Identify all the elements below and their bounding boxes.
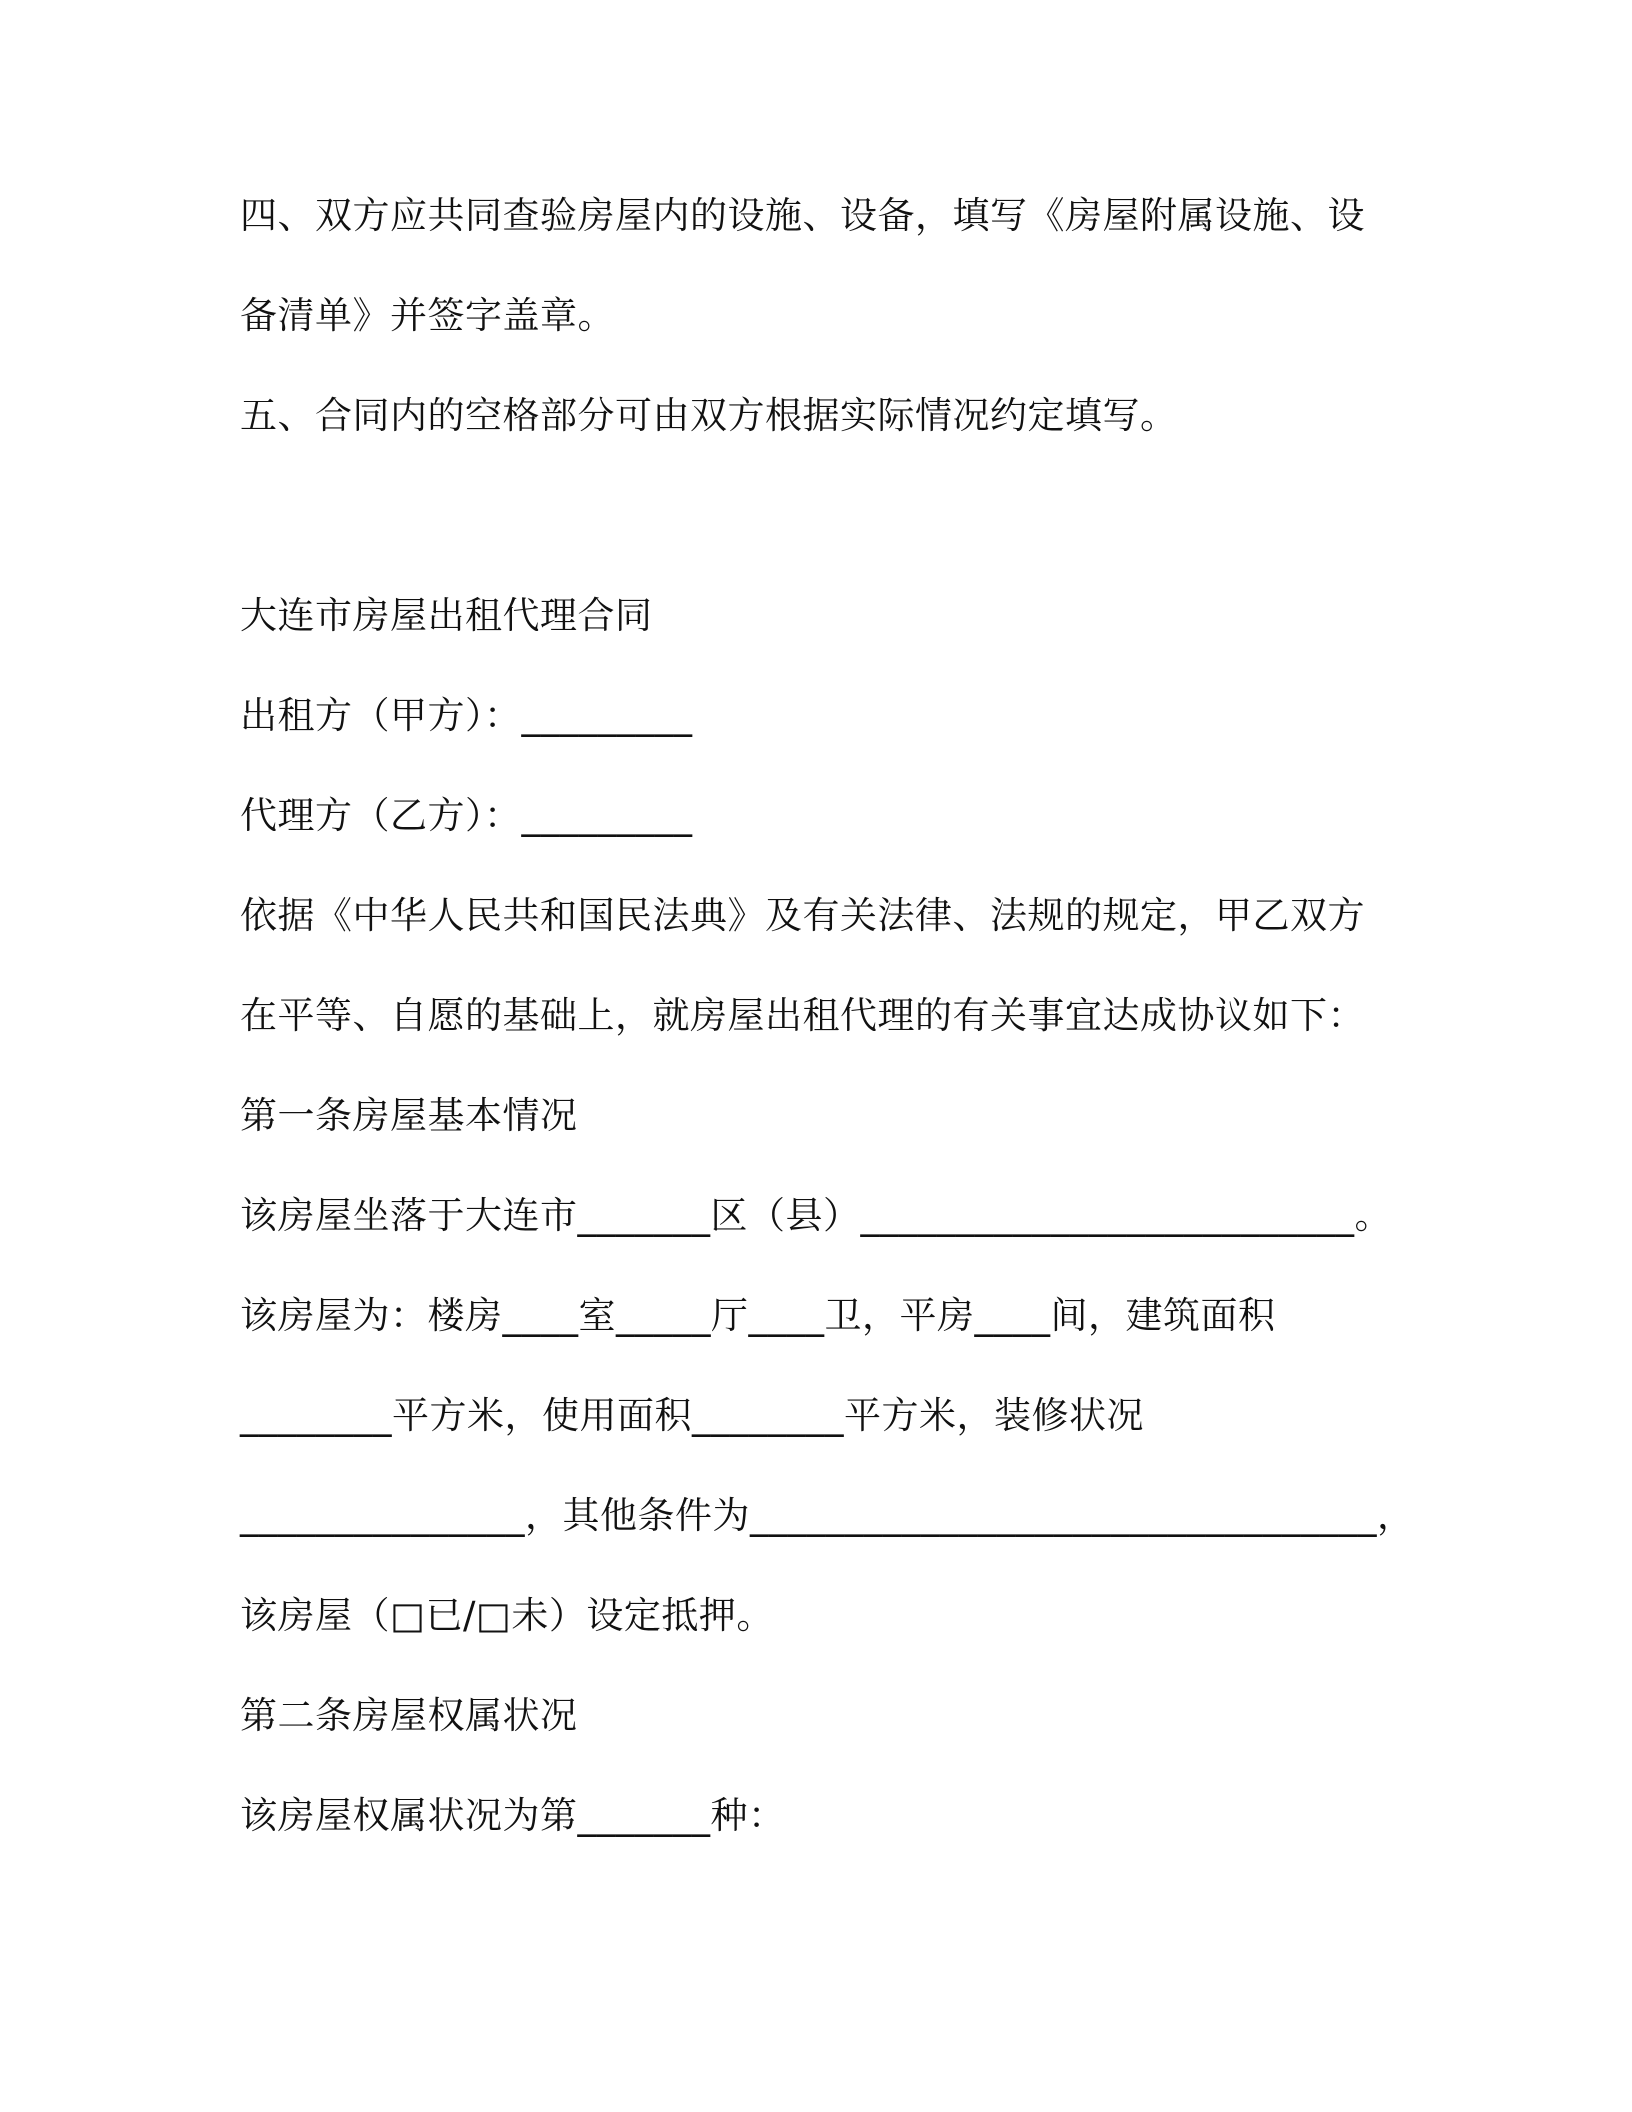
property-location: 该房屋坐落于大连市_______区（县）__________________________。 — [240, 1194, 1392, 1237]
clause-four-line-2: 备清单》并签字盖章。 — [240, 294, 615, 337]
property-layout-line-2: ________平方米，使用面积________平方米，装修状况 — [240, 1394, 1144, 1437]
clause-five: 五、合同内的空格部分可由双方根据实际情况约定填写。 — [240, 394, 1178, 437]
ownership-status: 该房屋权属状况为第_______种： — [240, 1794, 786, 1837]
preamble-line-1: 依据《中华人民共和国民法典》及有关法律、法规的规定，甲乙双方 — [240, 894, 1365, 937]
article-two-heading: 第二条房屋权属状况 — [240, 1694, 578, 1737]
preamble-line-2: 在平等、自愿的基础上，就房屋出租代理的有关事宜达成协议如下： — [240, 994, 1365, 1037]
article-one-heading: 第一条房屋基本情况 — [240, 1094, 578, 1137]
property-layout-line-3: _______________，其他条件为_________________________________， — [240, 1494, 1415, 1537]
clause-four-line-1: 四、双方应共同查验房屋内的设施、设备，填写《房屋附属设施、设 — [240, 194, 1365, 237]
agent-party-b: 代理方（乙方）：_________ — [240, 794, 693, 837]
property-layout-line-1: 该房屋为：楼房____室_____厅____卫，平房____间，建筑面积 — [240, 1294, 1276, 1337]
mortgage-status: 该房屋（□已/□未）设定抵押。 — [240, 1594, 774, 1637]
lessor-party-a: 出租方（甲方）：_________ — [240, 694, 693, 737]
contract-title: 大连市房屋出租代理合同 — [240, 594, 653, 637]
